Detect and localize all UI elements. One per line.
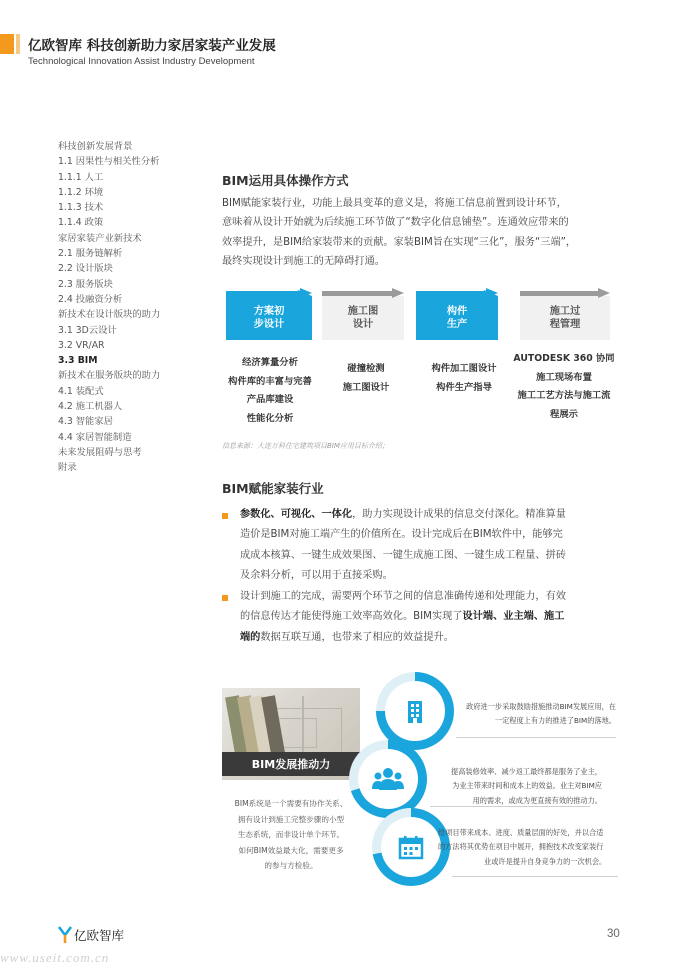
flow-step-label: 施工过 <box>549 306 581 317</box>
circle-inner <box>381 817 441 877</box>
flow-step-label: 施工图 <box>347 306 379 317</box>
card-description <box>222 796 360 874</box>
card-line: 生态系统，而非设计单个环节。 <box>237 830 345 840</box>
flow-arrow-bar <box>416 291 488 296</box>
toc-item[interactable]: 1.1 因果性与相关性分析 <box>58 156 160 168</box>
card-line: BIM系统是一个需要有协作关系、 <box>234 799 348 808</box>
flow-step-component-production <box>416 296 498 340</box>
driver-line: 的方法将其优势在项目中展开，拥抱技术改变家装行 <box>438 842 604 852</box>
text-run: 的信息传达才能使得施工效率高效化。BIM实现了 <box>240 611 463 623</box>
users-icon <box>372 765 404 793</box>
page-header-subtitle: Technological Innovation Assist Industry Development <box>28 56 255 67</box>
flow-arrow-bar <box>226 291 302 296</box>
source-note: 信息来源：大连万科住宅建筑项目BIM应用目标介绍； <box>222 442 389 450</box>
flow-desc-line: 施工图设计 <box>342 381 390 393</box>
toc-item[interactable]: 未来发展阻碍与思考 <box>58 446 142 458</box>
card-line: 拥有设计到施工完整步骤的小型 <box>237 814 345 824</box>
driver-line: 用的需求，或成为更直接有效的推动力。 <box>472 795 602 805</box>
bullet-marker <box>222 595 228 601</box>
driver-text-owner <box>412 765 602 808</box>
divider-line <box>456 737 616 738</box>
page-number: 30 <box>607 928 620 940</box>
driver-line: 提高装修效率、减少返工最终都是服务了业主， <box>451 767 602 776</box>
flow-desc-line: 施工现场布置 <box>536 371 592 383</box>
flow-desc-line: 性能化分析 <box>246 412 294 424</box>
bold-text: 端的 <box>240 631 261 643</box>
flow-arrow-tip <box>486 288 498 298</box>
flow-desc-line: 构件库的丰富与完善 <box>228 375 312 387</box>
paragraph-line: 意味着从设计开始就为后续施工环节做了“数字化信息铺垫”。连通效应带来的 <box>222 217 569 229</box>
driver-line: 业或许是提升自身竞争力的一次机会。 <box>484 856 607 866</box>
toc-item[interactable]: 4.2 施工机器人 <box>58 401 123 413</box>
bullet-paragraph <box>240 587 612 648</box>
text-run: 数据互联互通，也带来了相应的效益提升。 <box>260 631 454 643</box>
flow-desc-line: 程展示 <box>550 408 578 420</box>
flow-arrow-tip <box>300 288 312 298</box>
paragraph-line: BIM赋能家装行业，功能上最具变革的意义是，将施工信息前置到设计环节， <box>222 198 567 209</box>
toc-item[interactable]: 4.4 家居智能制造 <box>58 431 132 443</box>
driver-line: 给项目带来成本、进度、质量层面的好处，并以合适 <box>438 828 604 837</box>
toc-item[interactable]: 1.1.3 技术 <box>58 202 104 214</box>
flow-step-label: 步设计 <box>253 319 285 330</box>
bullet-line: 造价是BIM对施工端产生的价值所在。设计完成后在BIM软件中，能够完 <box>240 529 563 541</box>
flow-step-construction-management <box>520 296 610 340</box>
circle-inner <box>385 681 445 741</box>
flow-step-label: 构件 <box>446 306 468 317</box>
driver-line: 为业主带来时间和成本上的效益。业主对BIM应 <box>452 781 602 791</box>
table-of-contents <box>58 139 208 476</box>
text-run: ，助力实现设计成果的信息交付深化。精准算量 <box>352 509 566 520</box>
flow-step-description <box>418 360 510 397</box>
flow-step-construction-drawing <box>322 296 404 340</box>
toc-item[interactable]: 1.1.4 政策 <box>58 217 104 229</box>
toc-item[interactable]: 2.2 设计版块 <box>58 263 113 275</box>
header-accent-bar-secondary <box>16 34 20 54</box>
flow-desc-line: 施工工艺方法与施工流 <box>517 390 611 402</box>
flow-desc-line: 构件加工图设计 <box>431 363 497 374</box>
bullet-paragraph <box>240 505 612 587</box>
driver-line: 政府进一步采取鼓励措施推动BIM发展应用，在 <box>466 702 616 711</box>
bullet-line <box>240 628 612 648</box>
toc-item[interactable]: 附录 <box>58 462 77 474</box>
flow-desc-line: 经济算量分析 <box>242 357 298 368</box>
card-line: 如何BIM效益最大化，需要更多 <box>238 845 344 855</box>
toc-item[interactable]: 新技术在服务版块的助力 <box>58 370 161 382</box>
card-line: 的参与方检验。 <box>264 861 318 871</box>
logo-text: 亿欧智库 <box>74 928 125 943</box>
bullet-line <box>240 505 612 525</box>
flow-step-label: 生产 <box>446 319 468 330</box>
driver-text-government <box>440 700 616 729</box>
flow-step-label: 方案初 <box>253 306 285 317</box>
bullet-line: 及余料分析，可以用于直接采购。 <box>240 570 393 582</box>
toc-item[interactable]: 4.3 智能家居 <box>58 416 113 428</box>
header-accent-bar <box>0 34 14 54</box>
bold-text: 参数化、可视化、一体化 <box>240 509 353 520</box>
driver-line: 一定程度上有力的推进了BIM的落地。 <box>494 716 616 726</box>
flow-arrow-tip <box>392 288 404 298</box>
flow-arrow-tip <box>598 288 610 298</box>
toc-item[interactable]: 新技术在设计版块的助力 <box>58 309 161 321</box>
bullet-line: 成成本核算、一键生成效果图、一键生成施工图、一键生成工程量、拼砖 <box>240 549 566 561</box>
toc-item[interactable]: 2.1 服务链解析 <box>58 248 123 260</box>
toc-item[interactable]: 2.3 服务版块 <box>58 278 113 290</box>
toc-item[interactable]: 1.1.1 人工 <box>58 171 104 183</box>
flow-step-label: 程管理 <box>549 319 581 330</box>
calendar-icon <box>397 833 425 861</box>
flow-desc-line: 构件生产指导 <box>436 381 492 393</box>
flow-step-description <box>508 350 620 424</box>
toc-item[interactable]: 1.1.2 环境 <box>58 186 104 198</box>
yiou-logo-icon <box>58 926 72 944</box>
paragraph-line: 效率提升，是BIM给家装带来的贡献。家装BIM旨在实现“三化”，服务“三端”， <box>222 236 577 248</box>
section-heading-bim-empowerment: BIM赋能家装行业 <box>222 481 324 496</box>
bold-text: 设计端、业主端、施工 <box>462 611 565 623</box>
flow-desc-line: 碰撞检测 <box>347 363 385 374</box>
paragraph-line: 最终实现设计到施工的无障碍打通。 <box>222 256 385 268</box>
circle-inner <box>358 749 418 809</box>
bullet-marker <box>222 513 228 519</box>
flow-step-label: 设计 <box>352 319 374 330</box>
toc-item[interactable]: 2.4 投融资分析 <box>58 293 123 305</box>
toc-item[interactable]: 3.2 VR/AR <box>58 339 105 351</box>
flow-arrow-bar <box>322 291 394 296</box>
flow-step-description <box>322 360 410 397</box>
flow-arrow-bar <box>520 291 600 296</box>
toc-item[interactable]: 科技创新发展背景 <box>58 141 133 152</box>
section-heading-bim-operation: BIM运用具体操作方式 <box>222 173 349 188</box>
bullet-line: 设计到施工的完成，需要两个环节之间的信息准确传递和处理能力，有效 <box>240 591 566 602</box>
toc-item[interactable]: 3.1 3D云设计 <box>58 324 117 336</box>
flow-desc-line: 产品库建设 <box>246 394 294 406</box>
flow-step-preliminary-design <box>226 296 312 340</box>
flow-desc-line: AUTODESK 360 协同 <box>513 353 615 364</box>
flow-step-description <box>218 354 322 428</box>
footer-logo <box>58 926 124 944</box>
bim-driving-force-badge: BIM发展推动力 <box>222 752 360 776</box>
toc-item[interactable]: 家居家装产业新技术 <box>58 232 142 244</box>
divider-line <box>452 876 618 877</box>
building-icon <box>400 696 430 726</box>
driver-text-project <box>438 826 618 869</box>
toc-item[interactable]: 4.1 装配式 <box>58 385 104 397</box>
toc-item-active[interactable]: 3.3 BIM <box>58 355 98 367</box>
bullet-line <box>240 607 612 627</box>
section-paragraph <box>222 194 612 272</box>
page-header-title: 亿欧智库 科技创新助力家居家装产业发展 <box>28 38 276 54</box>
watermark-text: www.useit.com.cn <box>0 950 110 965</box>
